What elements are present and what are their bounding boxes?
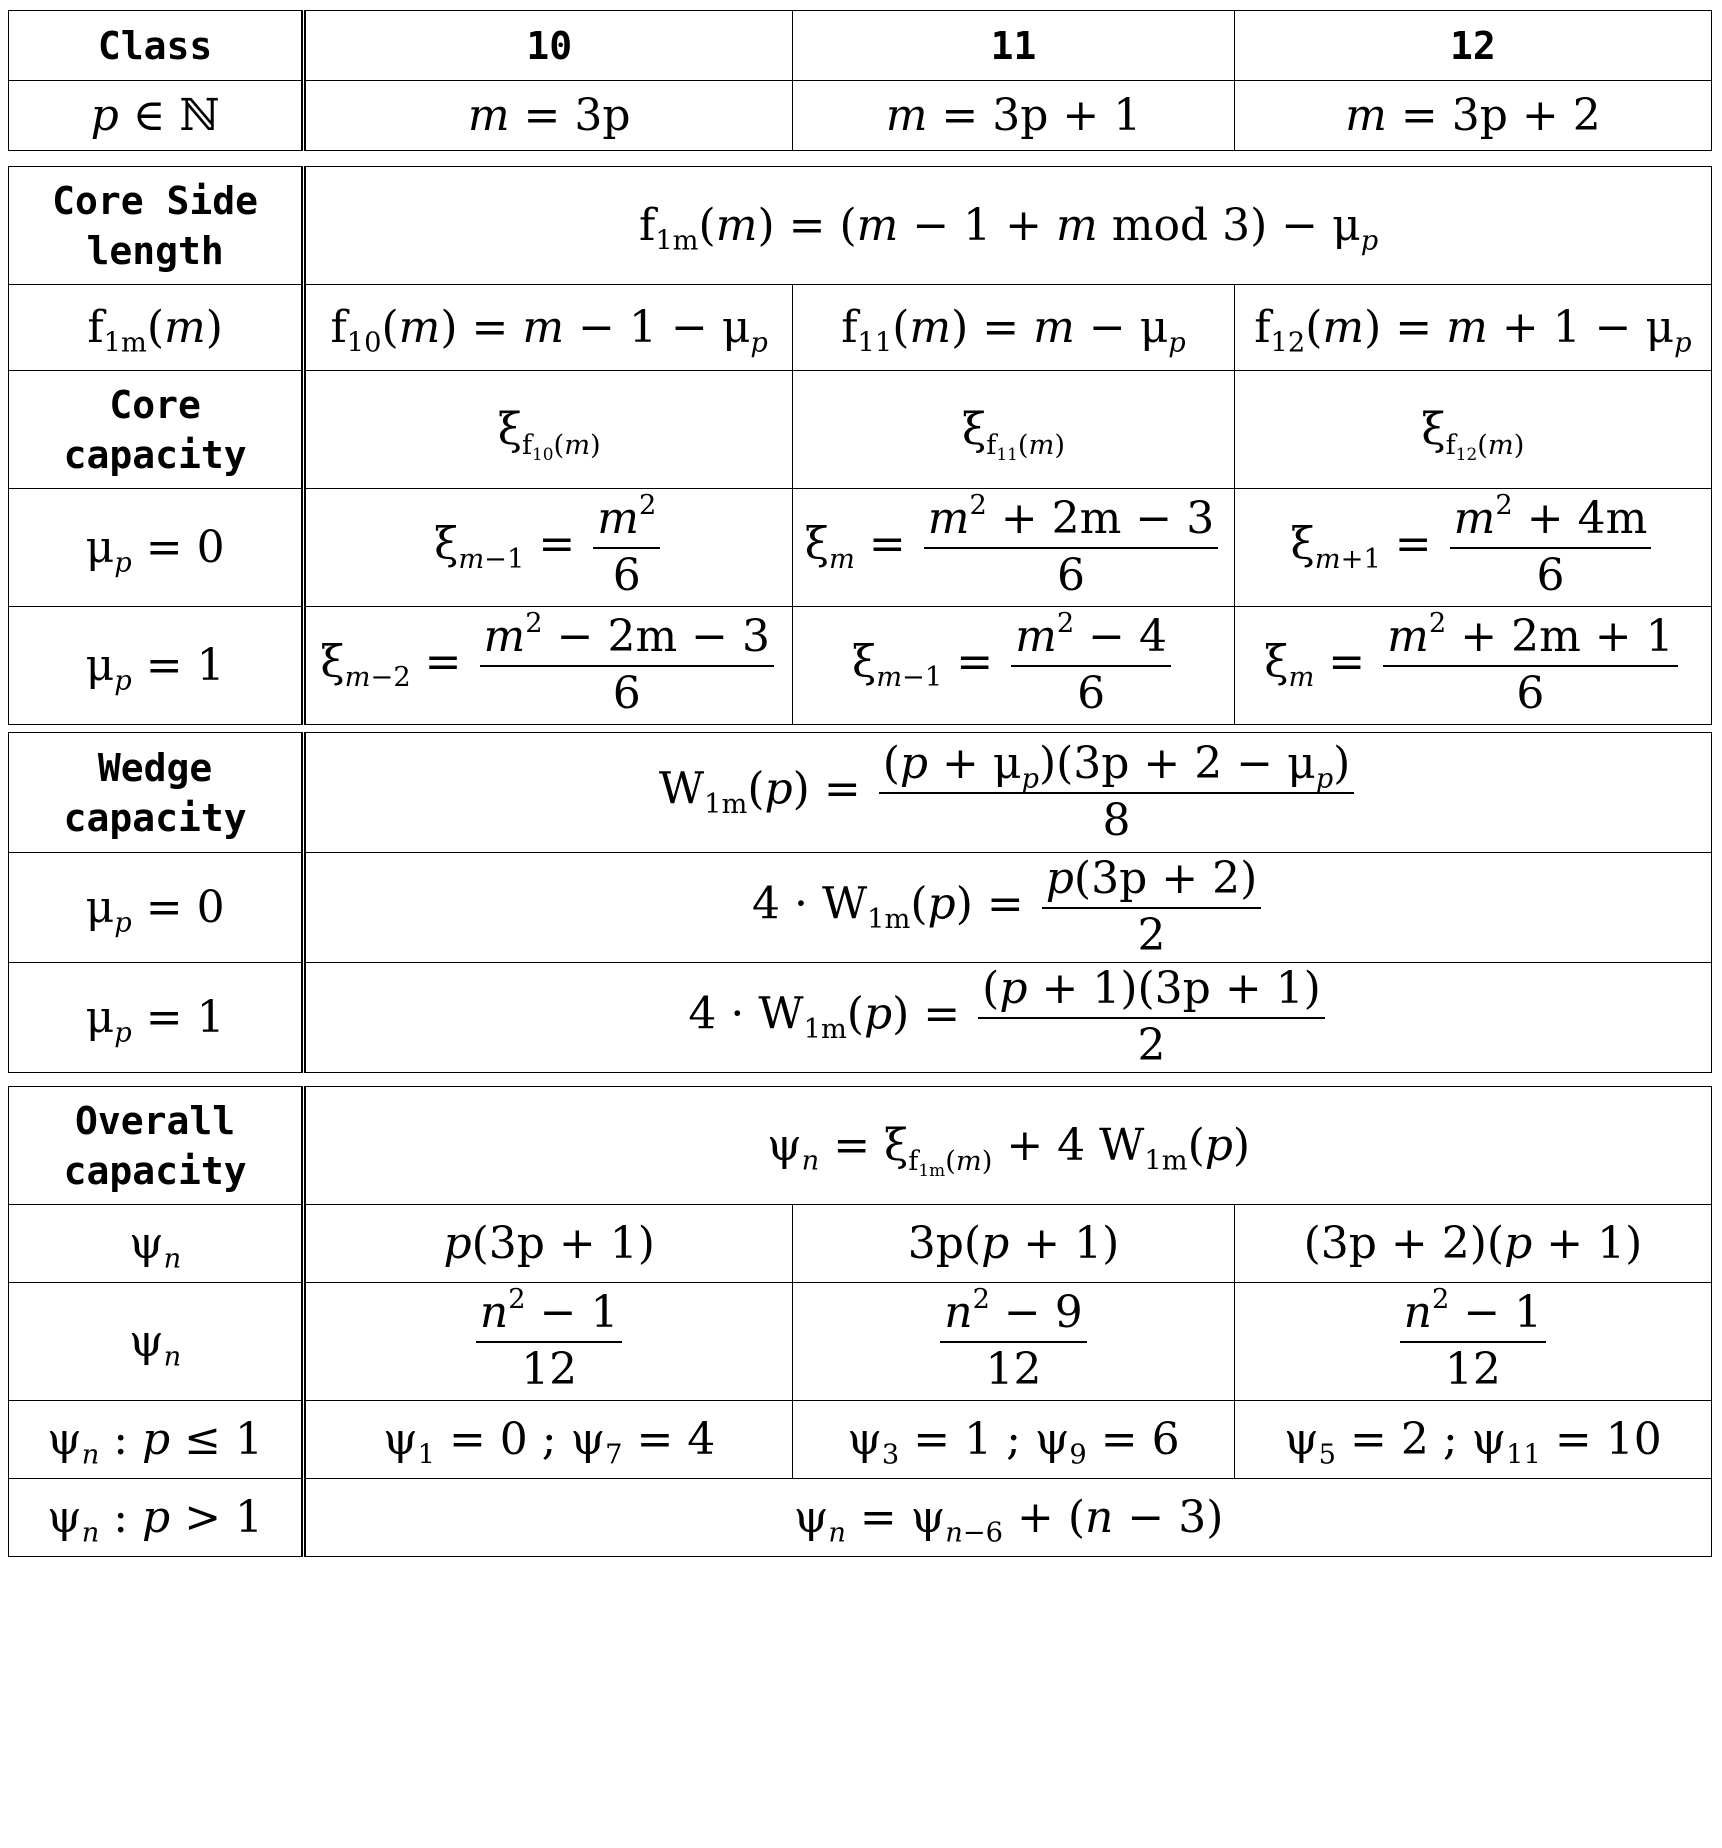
core-capacity-10: $\xi_{f_{10}(m)}$ [304,371,793,489]
core-mu1-11: $\xi_{m-1}$ = $\frac{m^2 - 4}{6}$ [793,607,1235,725]
core-mu0-12: $\xi_{m+1}$ = $\frac{m^2 + 4m}{6}$ [1234,489,1711,607]
class-label: Class [9,11,304,81]
psi-n-10: $\frac{n^2 - 1}{12}$ [304,1283,793,1401]
psi-n-row [9,1283,1712,1401]
f12-formula: $f_{12}(m) = m + 1 - \mu_p$ [1234,285,1711,371]
class-11: 11 [793,11,1235,81]
overall-capacity-label: Overall capacity [9,1087,304,1205]
overall-capacity-formula: $\psi_n = \xi_{f_{1m}(m)} + 4$ $W_{1m}(p)$ [304,1087,1712,1205]
core-mu0-10: $\xi_{m-1}$ = $\frac{m^2}{6}$ [304,489,793,607]
class-10: 10 [304,11,793,81]
f-row [9,285,1712,371]
wedge-block [8,732,1712,1073]
core-mu1-label: $\mu_p = 1$ [9,607,304,725]
f11-formula: $f_{11}(m) = m - \mu_p$ [793,285,1235,371]
core-mu0-label: $\mu_p = 0$ [9,489,304,607]
wedge-mu1-label: $\mu_p = 1$ [9,963,304,1073]
core-side-length-label: Core Side length [9,167,304,285]
core-mu0-row [9,489,1712,607]
psi-large-formula: $\psi_n = \psi_{n-6} + (n - 3)$ [304,1479,1712,1557]
psi-large-label: $\psi_n$ : p > 1 [9,1479,304,1557]
psi-large-row [9,1479,1712,1557]
psi-n-11: $\frac{n^2 - 9}{12}$ [793,1283,1235,1401]
core-capacity-12: $\xi_{f_{12}(m)}$ [1234,371,1711,489]
m-def-11: m = 3p + 1 [793,81,1235,151]
overall-block [8,1086,1712,1557]
m-def-12: m = 3p + 2 [1234,81,1711,151]
core-mu0-11: $\xi_m$ = $\frac{m^2 + 2m - 3}{6}$ [793,489,1235,607]
core-block [8,166,1712,725]
core-side-length-row [9,167,1712,285]
class-12: 12 [1234,11,1711,81]
psi-small-11: $\psi_3 = 1$ ; $\psi_9 = 6$ [793,1401,1235,1479]
wedge-mu1-row [9,963,1712,1073]
psi-p-12: (3p + 2)(p + 1) [1234,1205,1711,1283]
m-def-10: m = 3p [304,81,793,151]
core-capacity-11: $\xi_{f_{11}(m)}$ [793,371,1235,489]
wedge-mu0-formula: $4 \cdot W_{1m}(p)$ = $\frac{p(3p + 2)}{2}$ [304,853,1712,963]
wedge-mu0-label: $\mu_p = 0$ [9,853,304,963]
core-mu1-row [9,607,1712,725]
p-row [9,81,1712,151]
psi-small-row [9,1401,1712,1479]
core-side-length-formula: $f_{1m}(m) = (m - 1 + m$ mod $3) - \mu_p$ [304,167,1712,285]
psi-small-10: $\psi_1 = 0$ ; $\psi_7 = 4$ [304,1401,793,1479]
psi-p-11: 3p(p + 1) [793,1205,1235,1283]
psi-p-10: p(3p + 1) [304,1205,793,1283]
wedge-mu0-row [9,853,1712,963]
psi-n-12: $\frac{n^2 - 1}{12}$ [1234,1283,1711,1401]
class-row [9,11,1712,81]
wedge-mu1-formula: $4 \cdot W_{1m}(p)$ = $\frac{(p + 1)(3p + 1)}{2}$ [304,963,1712,1073]
psi-small-12: $\psi_5 = 2$ ; $\psi_{11} = 10$ [1234,1401,1711,1479]
f10-formula: $f_{10}(m) = m - 1 - \mu_p$ [304,285,793,371]
psi-n-label: $\psi_n$ [9,1283,304,1401]
psi-small-label: $\psi_n$ : p ≤ 1 [9,1401,304,1479]
f-row-label: $f_{1m}(m)$ [9,285,304,371]
wedge-capacity-formula: $W_{1m}(p)$ = $\frac{(p + \mu_p)(3p + 2 - \mu_p)}{8}$ [304,733,1712,853]
class-header-block [8,10,1712,151]
core-capacity-label: Core capacity [9,371,304,489]
core-mu1-12: $\xi_m$ = $\frac{m^2 + 2m + 1}{6}$ [1234,607,1711,725]
core-mu1-10: $\xi_{m-2}$ = $\frac{m^2 - 2m - 3}{6}$ [304,607,793,725]
psi-p-label: $\psi_n$ [9,1205,304,1283]
core-capacity-row [9,371,1712,489]
wedge-capacity-label: Wedge capacity [9,733,304,853]
p-label: p ∈ ℕ [9,81,304,151]
wedge-capacity-row [9,733,1712,853]
psi-p-row [9,1205,1712,1283]
overall-capacity-row [9,1087,1712,1205]
